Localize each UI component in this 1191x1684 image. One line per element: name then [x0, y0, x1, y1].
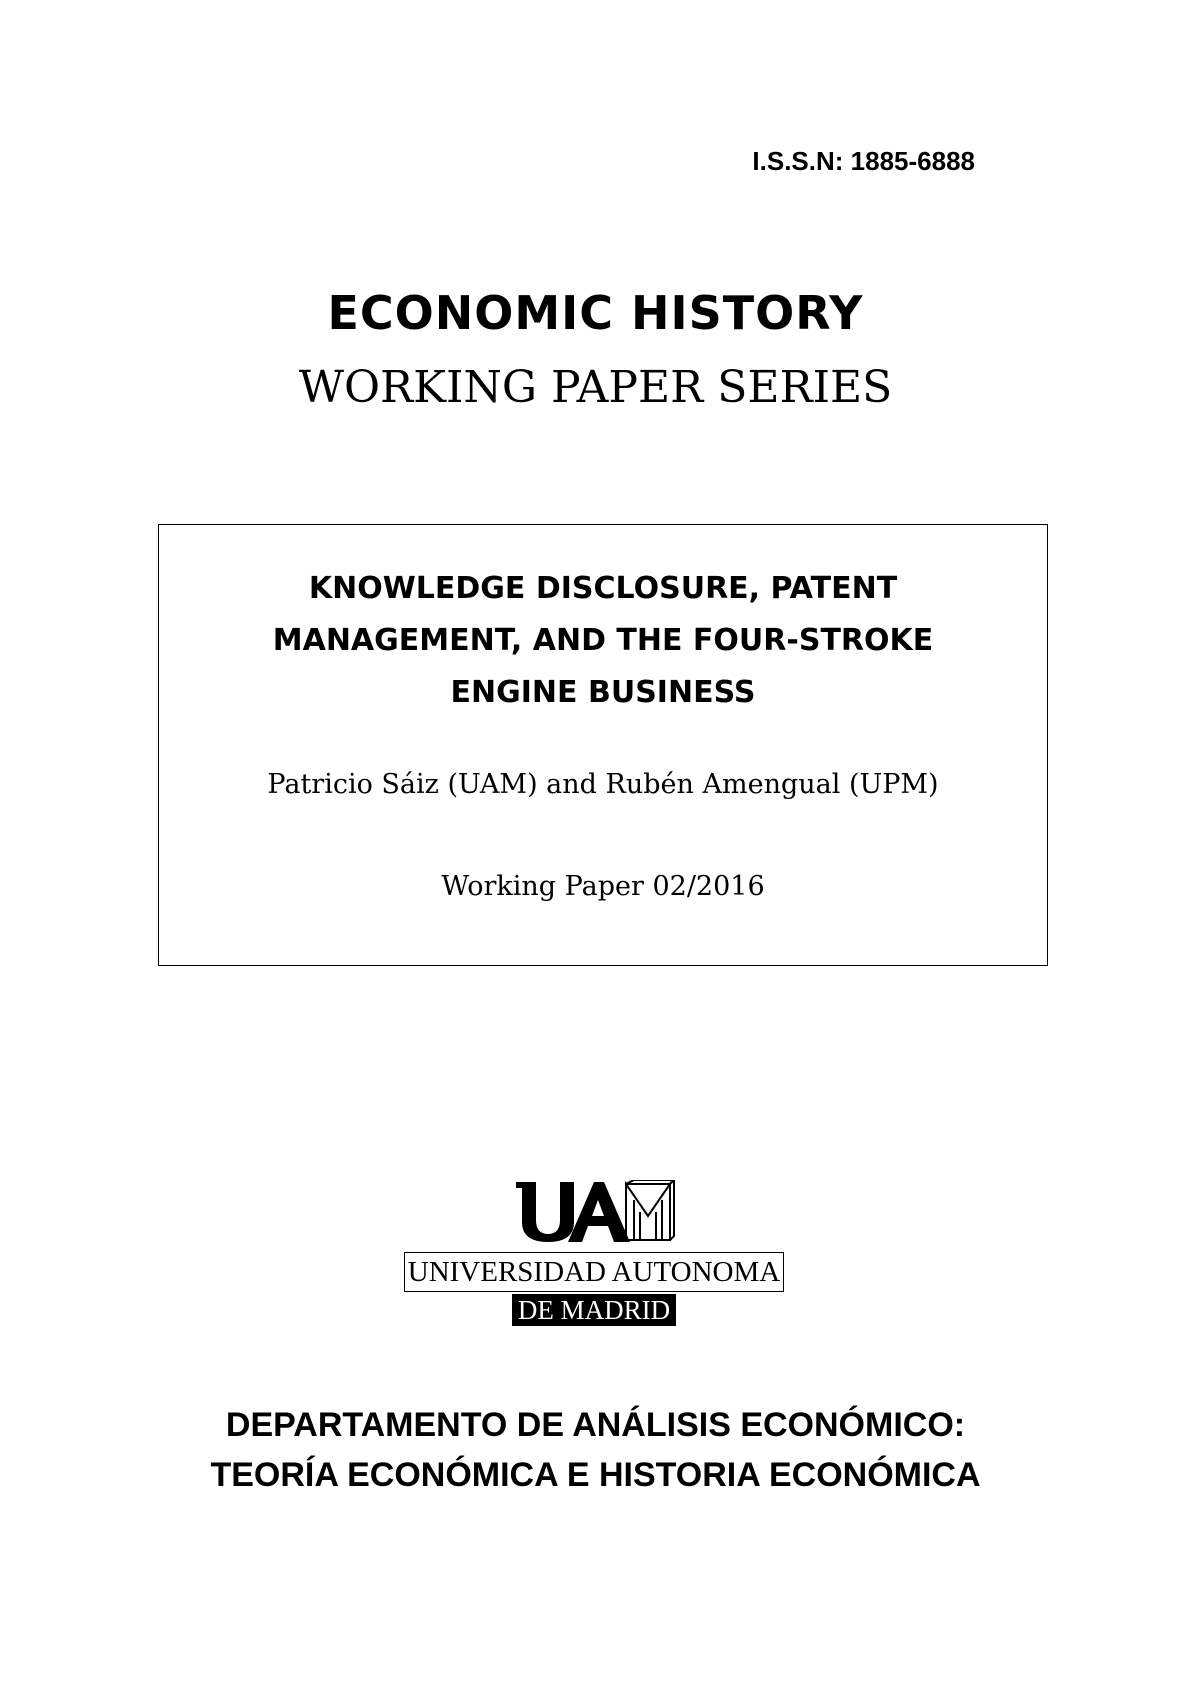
issn-number: I.S.S.N: 1885-6888: [752, 146, 975, 176]
department-line: TEORÍA ECONÓMICA E HISTORIA ECONÓMICA: [210, 1456, 981, 1494]
department-name: [0, 1400, 1191, 1500]
uam-logo-mark: [514, 1180, 676, 1244]
logo-university-name: UNIVERSIDAD AUTONOMA: [404, 1252, 784, 1292]
series-title: ECONOMIC HISTORY: [327, 286, 864, 340]
paper-authors: Patricio Sáiz (UAM) and Rubén Amengual (UPM): [267, 769, 939, 800]
logo-location: DE MADRID: [512, 1294, 676, 1326]
paper-title: [159, 563, 1047, 719]
uam-logo: [404, 1180, 784, 1328]
paper-title-line: KNOWLEDGE DISCLOSURE, PATENT: [308, 571, 898, 606]
series-subtitle: WORKING PAPER SERIES: [298, 362, 893, 413]
working-paper-number: Working Paper 02/2016: [441, 871, 765, 902]
paper-title-line: ENGINE BUSINESS: [450, 675, 756, 710]
department-line: DEPARTAMENTO DE ANÁLISIS ECONÓMICO:: [225, 1406, 966, 1444]
paper-title-line: MANAGEMENT, AND THE FOUR-STROKE: [272, 623, 934, 658]
paper-info-box: [158, 524, 1048, 966]
